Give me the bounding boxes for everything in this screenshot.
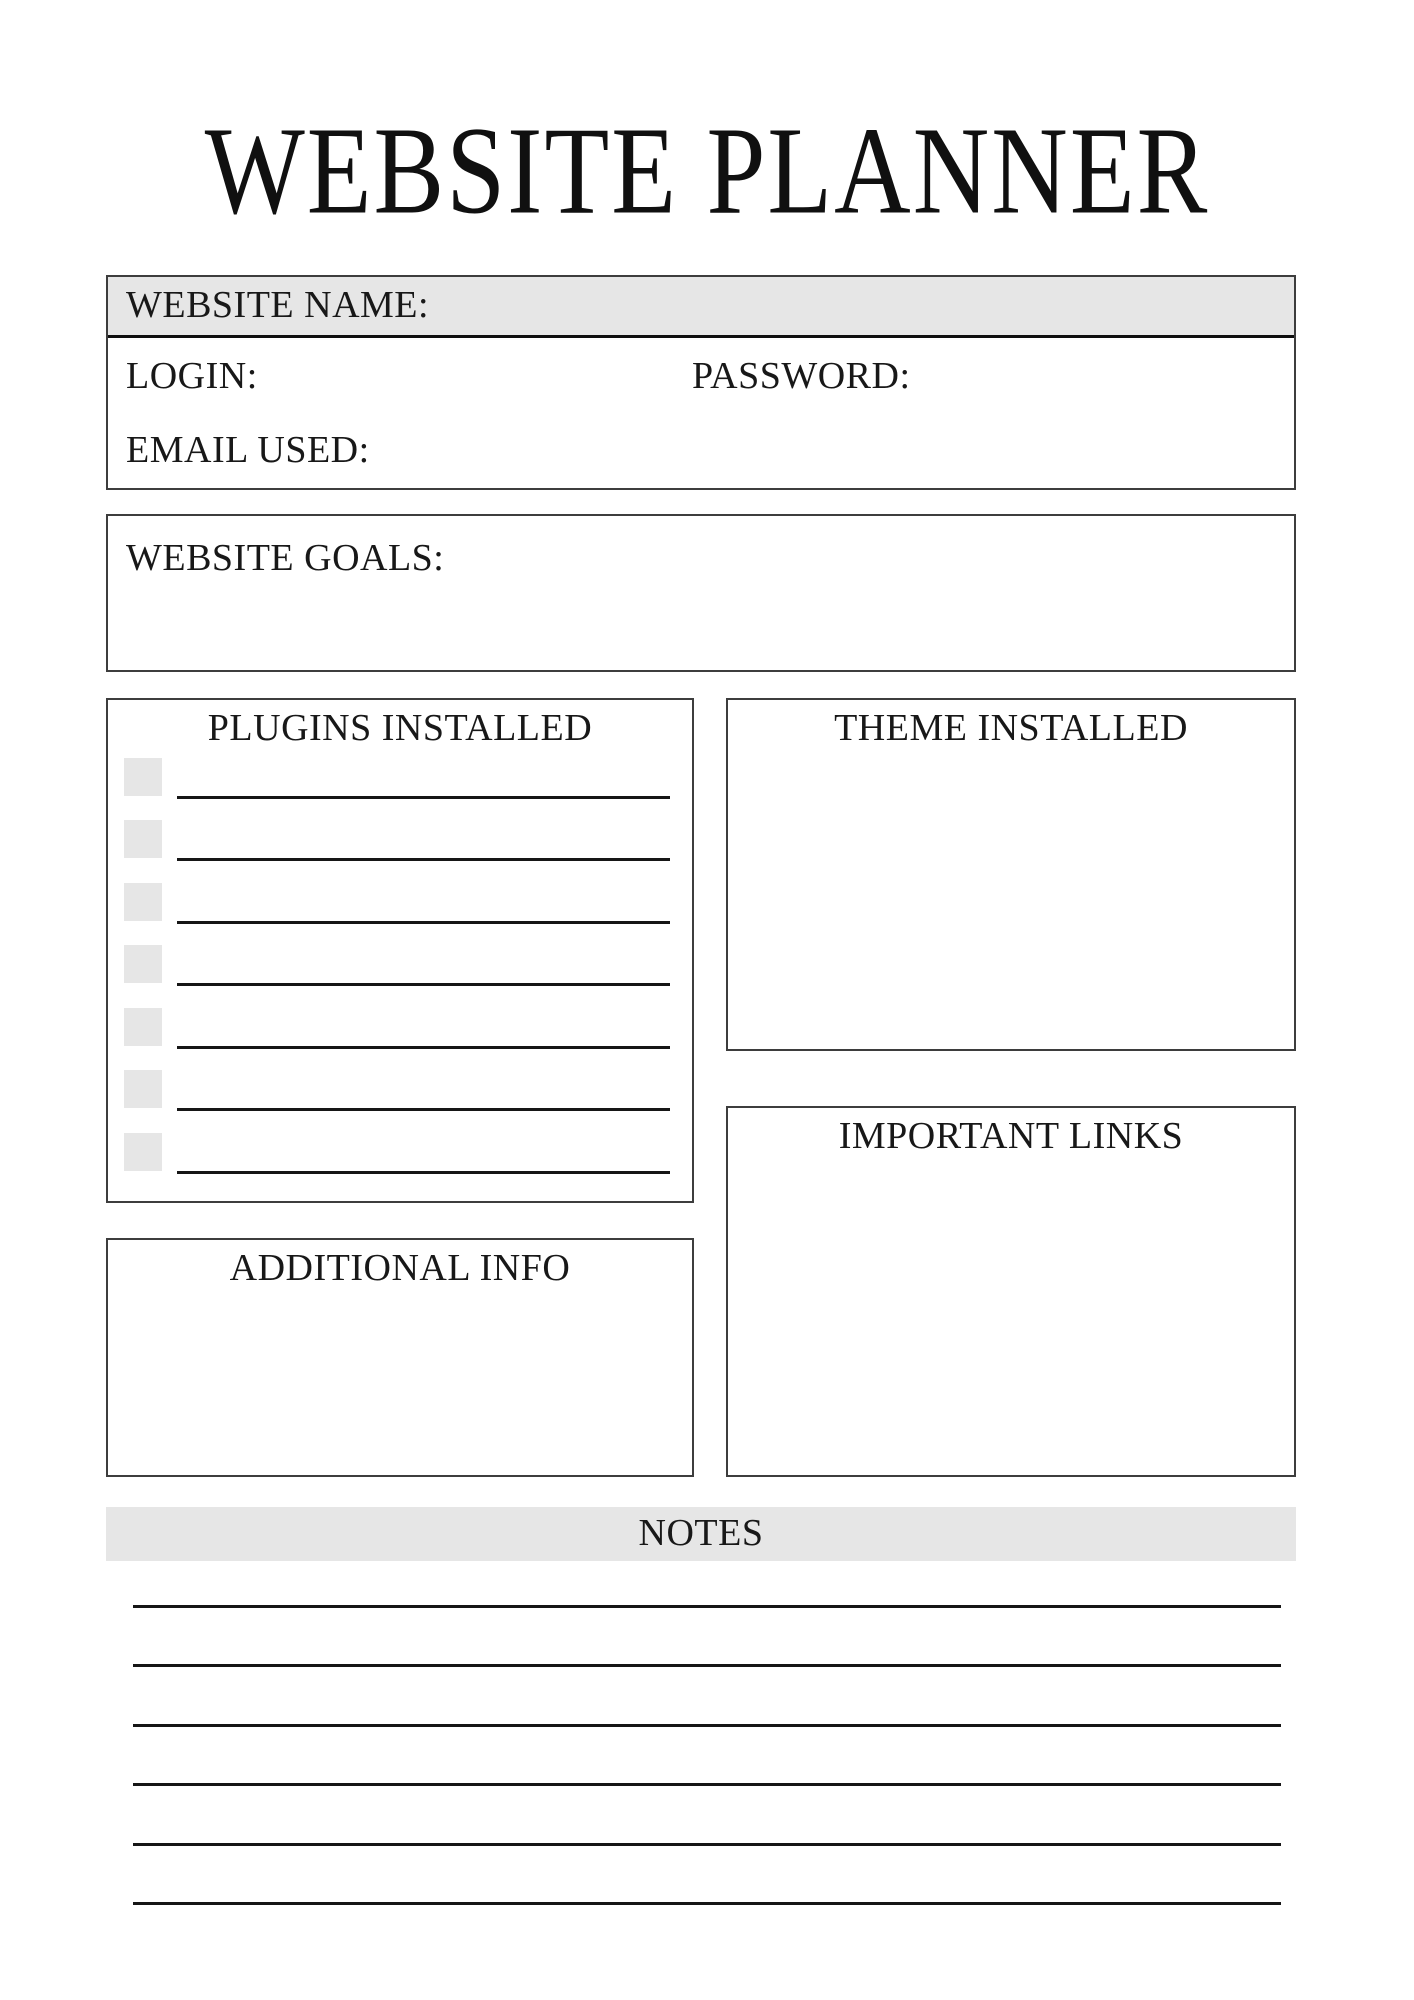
plugin-checkbox[interactable] xyxy=(124,1070,162,1108)
credentials-body xyxy=(108,338,1294,487)
plugin-checkbox[interactable] xyxy=(124,945,162,983)
email-used-label: EMAIL USED: xyxy=(126,429,370,471)
plugin-row xyxy=(108,736,692,799)
notes-line-input[interactable] xyxy=(137,1568,1277,1602)
login-input[interactable] xyxy=(258,356,658,398)
additional-info-box xyxy=(106,1238,694,1477)
plugin-name-input[interactable] xyxy=(177,760,670,794)
website-goals-box xyxy=(106,514,1296,672)
notes-rule xyxy=(133,1902,1281,1905)
plugin-name-input[interactable] xyxy=(177,1072,670,1106)
plugin-write-line xyxy=(177,1171,670,1174)
password-label: PASSWORD: xyxy=(692,355,911,397)
plugins-installed-box xyxy=(106,698,694,1203)
email-used-input[interactable] xyxy=(358,430,758,472)
plugin-name-input[interactable] xyxy=(177,947,670,981)
notes-row xyxy=(133,1727,1281,1787)
page-title: WEBSITE PLANNER xyxy=(204,101,1210,240)
notes-row xyxy=(133,1846,1281,1906)
plugins-installed-title: PLUGINS INSTALLED xyxy=(207,707,593,749)
plugin-row xyxy=(108,1049,692,1112)
notes-row xyxy=(133,1667,1281,1727)
credentials-box xyxy=(106,275,1296,490)
plugin-row xyxy=(108,986,692,1049)
important-links-title: IMPORTANT LINKS xyxy=(838,1115,1184,1157)
website-name-input[interactable] xyxy=(428,287,1282,329)
plugin-checkbox[interactable] xyxy=(124,1133,162,1171)
website-name-header xyxy=(108,277,1294,338)
plugin-rows xyxy=(108,736,692,1174)
password-input[interactable] xyxy=(918,356,1282,398)
plugin-checkbox[interactable] xyxy=(124,1008,162,1046)
plugin-row xyxy=(108,924,692,987)
notes-row xyxy=(133,1548,1281,1608)
notes-title: NOTES xyxy=(638,1512,764,1555)
additional-info-title: ADDITIONAL INFO xyxy=(229,1247,571,1289)
plugin-name-input[interactable] xyxy=(177,1010,670,1044)
notes-line-input[interactable] xyxy=(137,1806,1277,1840)
notes-line-input[interactable] xyxy=(137,1865,1277,1899)
additional-info-input[interactable] xyxy=(122,1302,678,1461)
plugin-checkbox[interactable] xyxy=(124,758,162,796)
notes-line-input[interactable] xyxy=(137,1687,1277,1721)
plugin-row xyxy=(108,1111,692,1174)
important-links-input[interactable] xyxy=(742,1172,1280,1461)
notes-rows xyxy=(133,1548,1281,1905)
plugin-row xyxy=(108,861,692,924)
plugin-name-input[interactable] xyxy=(177,885,670,919)
plugin-row xyxy=(108,799,692,862)
plugin-name-input[interactable] xyxy=(177,1135,670,1169)
notes-line-input[interactable] xyxy=(137,1746,1277,1780)
website-goals-input[interactable] xyxy=(438,538,1280,656)
plugin-checkbox[interactable] xyxy=(124,820,162,858)
notes-line-input[interactable] xyxy=(137,1627,1277,1661)
theme-installed-title: THEME INSTALLED xyxy=(834,707,1188,749)
plugin-checkbox[interactable] xyxy=(124,883,162,921)
theme-installed-input[interactable] xyxy=(742,762,1280,1035)
website-goals-label: WEBSITE GOALS: xyxy=(126,537,445,579)
login-label: LOGIN: xyxy=(126,355,258,397)
website-name-label: WEBSITE NAME: xyxy=(126,284,430,327)
theme-installed-box xyxy=(726,698,1296,1051)
plugin-name-input[interactable] xyxy=(177,822,670,856)
important-links-box xyxy=(726,1106,1296,1477)
notes-row xyxy=(133,1608,1281,1668)
notes-row xyxy=(133,1786,1281,1846)
